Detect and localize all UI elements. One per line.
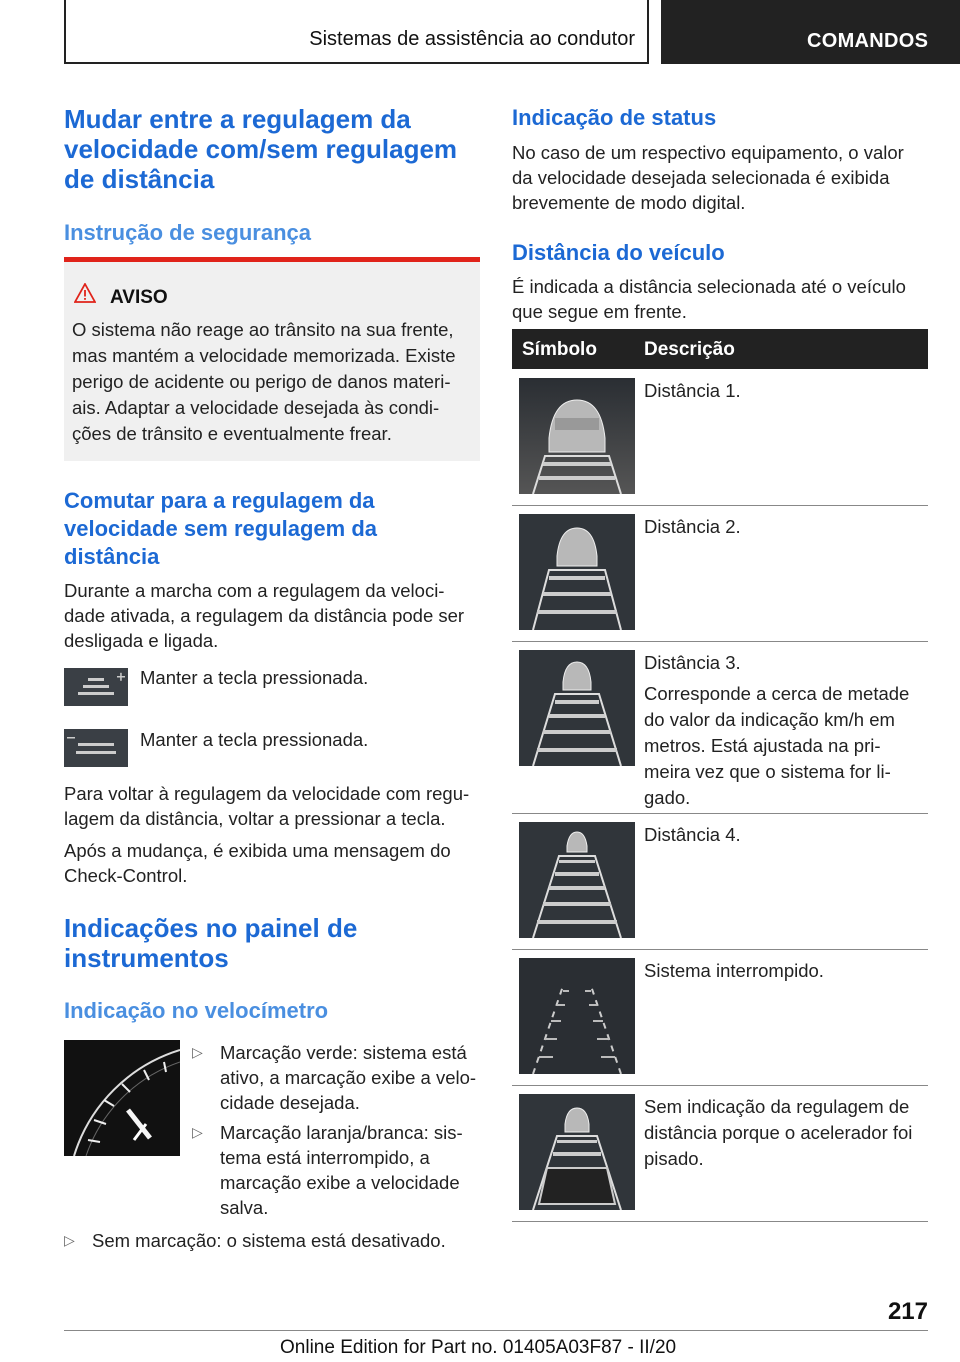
- list-item: [192, 1120, 480, 1220]
- distance-4-symbol-icon: [519, 822, 635, 938]
- key1-text: Manter a tecla pressionada.: [140, 667, 369, 688]
- bullet-text: Marcação laranja/branca: sis-tema está interrompido, a marcação exibe a velocidade salva.: [220, 1122, 463, 1218]
- distance-heading: Distância do veículo: [512, 240, 725, 265]
- accelerator-pressed-symbol-icon: [519, 1094, 635, 1210]
- warning-bar: [64, 257, 480, 262]
- row-extra: Corresponde a cerca de metade do valor da indicação km/h em metros. Está ajustada na pri-meira vez que o sistema for li-gado.: [644, 683, 910, 808]
- back-text: Para voltar à regulagem da velocidade com regu-lagem da distância, voltar a pressionar a tecla.: [64, 783, 470, 829]
- system-interrupted-symbol-icon: [519, 958, 635, 1074]
- panel-heading: Indicações no painel de instrumentos: [64, 913, 358, 973]
- distance-key-minus-icon: [64, 729, 128, 767]
- speedo-heading: Indicação no velocímetro: [64, 998, 329, 1023]
- bullet-text: Marcação verde: sistema está ativo, a marcação exibe a velo-cidade desejada.: [220, 1042, 477, 1113]
- col-description: Descrição: [644, 339, 735, 360]
- table-row: [512, 506, 928, 642]
- header-chapter-title: COMANDOS: [807, 30, 929, 52]
- row-description: Distância 3.: [644, 652, 741, 673]
- warning-title: AVISO: [110, 287, 168, 308]
- distance-text: É indicada a distância selecionada até o veículo que segue em frente.: [512, 276, 906, 322]
- status-text: No caso de um respectivo equipamento, o valor da velocidade desejada selecionada é exibida brevemente de modo digital.: [512, 142, 904, 213]
- list-item: [192, 1040, 480, 1115]
- row-description: Sistema interrompido.: [644, 960, 824, 981]
- warning-triangle-icon: [74, 283, 96, 303]
- col-symbol: Símbolo: [522, 339, 597, 360]
- row-description: Distância 4.: [644, 824, 741, 845]
- bullet-text: Sem marcação: o sistema está desativado.: [92, 1230, 446, 1251]
- distance-2-symbol-icon: [519, 514, 635, 630]
- switch-text: Durante a marcha com a regulagem da veloci-dade ativada, a regulagem da distância pode ser desligada e ligada.: [64, 580, 465, 651]
- header-section-box: [64, 0, 649, 64]
- row-description: Distância 2.: [644, 516, 741, 537]
- footer-edition: Online Edition for Part no. 01405A03F87 - II/20: [280, 1337, 677, 1358]
- table-row: [512, 1086, 928, 1222]
- page-number: 217: [887, 1298, 928, 1325]
- header-chapter-box: [661, 0, 960, 64]
- table-row: [512, 814, 928, 950]
- switch-heading: Comutar para a regulagem da velocidade sem regulagem da distância: [64, 488, 378, 569]
- row-description: Distância 1.: [644, 380, 741, 401]
- triangle-bullet-icon: ▷: [192, 1124, 203, 1140]
- distance-3-symbol-icon: [519, 650, 635, 766]
- triangle-bullet-icon: ▷: [64, 1232, 75, 1248]
- header-section-title: Sistemas de assistência ao condutor: [309, 28, 635, 50]
- speedometer-image: [64, 1040, 180, 1156]
- list-item: [64, 1228, 480, 1253]
- table-header: [512, 329, 928, 369]
- distance-key-plus-icon: [64, 668, 128, 706]
- footer-divider: [64, 1330, 928, 1331]
- after-text: Após a mudança, é exibida uma mensagem do Check-Control.: [64, 840, 451, 886]
- warning-body: O sistema não reage ao trânsito na sua frente, mas mantém a velocidade memorizada. Existe perigo de acidente ou perigo de danos materi-ais. Adaptar a velocidade desejada às condi-ções de trânsito e eventualmente frear.: [72, 319, 456, 444]
- table-row: [512, 369, 928, 506]
- row-description: Sem indicação da regulagem de distância porque o acelerador foi pisado.: [644, 1096, 913, 1169]
- distance-1-symbol-icon: [519, 378, 635, 494]
- status-heading: Indicação de status: [512, 105, 717, 130]
- warning-box: [64, 257, 480, 461]
- table-row: [512, 642, 928, 814]
- row-divider: [512, 1221, 928, 1222]
- triangle-bullet-icon: ▷: [192, 1044, 203, 1060]
- safety-heading: Instrução de segurança: [64, 220, 311, 245]
- table-row: [512, 950, 928, 1086]
- main-heading: Mudar entre a regulagem da velocidade com/sem regulagem de distância: [64, 104, 458, 194]
- key2-text: Manter a tecla pressionada.: [140, 729, 369, 750]
